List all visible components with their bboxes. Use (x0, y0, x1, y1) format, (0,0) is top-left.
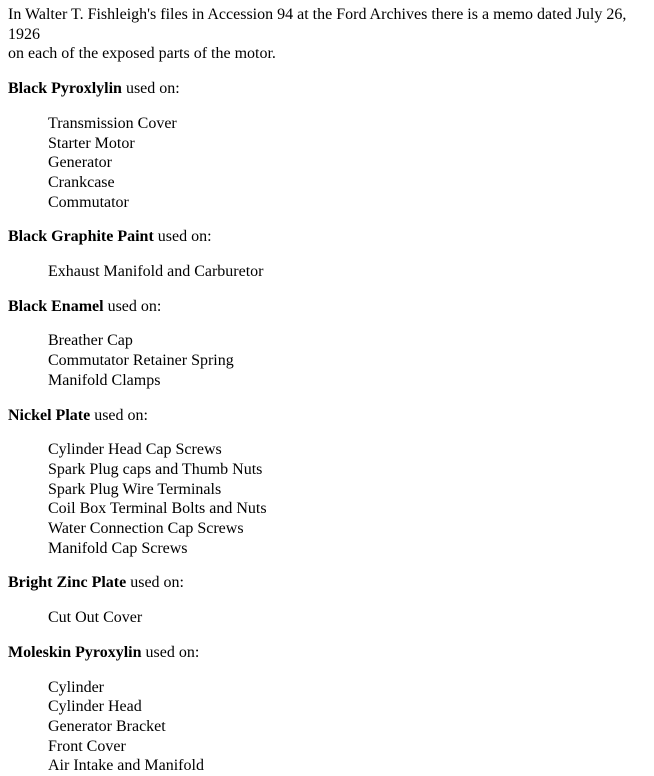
list-item: Cut Out Cover (48, 609, 143, 627)
list-item: Exhaust Manifold and Carburetor (48, 263, 264, 281)
list-item: Cylinder Head (48, 698, 142, 716)
sections-container (8, 79, 648, 776)
section-heading (8, 227, 648, 247)
list-item: Commutator Retainer Spring (48, 352, 234, 370)
finish-section (8, 297, 648, 391)
section-heading (8, 643, 648, 663)
list-item: Starter Motor (48, 134, 135, 152)
finish-section (8, 573, 648, 627)
part-list (48, 331, 648, 390)
finish-section (8, 643, 648, 776)
part-list (48, 608, 648, 628)
used-on-label: used on: (141, 643, 200, 661)
used-on-label: used on: (121, 80, 180, 98)
part-list (48, 262, 648, 282)
section-title: Black Pyroxlylin (8, 80, 122, 98)
used-on-label: used on: (153, 228, 212, 246)
list-item: Front Cover (48, 737, 126, 755)
list-item: Cylinder Head Cap Screws (48, 441, 222, 459)
list-item: Crankcase (48, 173, 115, 191)
list-item: Coil Box Terminal Bolts and Nuts (48, 500, 267, 518)
part-list (48, 678, 648, 776)
finish-section (8, 79, 648, 212)
list-item: Breather Cap (48, 332, 133, 350)
used-on-label: used on: (126, 574, 184, 592)
section-title: Bright Zinc Plate (8, 574, 127, 592)
intro-line-1: In Walter T. Fishleigh's files in Accession 94 at the Ford Archives there is a memo dated July 26, 1926 (8, 6, 627, 43)
list-item: Transmission Cover (48, 114, 177, 132)
section-heading (8, 79, 648, 99)
used-on-label: used on: (90, 406, 148, 424)
section-title: Moleskin Pyroxylin (8, 643, 142, 661)
list-item: Generator (48, 154, 112, 172)
part-list (48, 440, 648, 558)
list-item: Commutator (48, 193, 129, 211)
used-on-label: used on: (103, 297, 162, 315)
finish-section (8, 227, 648, 281)
section-heading (8, 573, 648, 593)
section-title: Black Graphite Paint (8, 228, 154, 246)
list-item: Cylinder (48, 678, 104, 696)
list-item: Spark Plug caps and Thumb Nuts (48, 460, 263, 478)
section-heading (8, 406, 648, 426)
list-item: Air Intake and Manifold (48, 757, 204, 775)
list-item: Generator Bracket (48, 717, 166, 735)
section-title: Nickel Plate (8, 406, 91, 424)
finish-section (8, 406, 648, 559)
list-item: Spark Plug Wire Terminals (48, 480, 222, 498)
list-item: Manifold Clamps (48, 371, 161, 389)
intro-paragraph (8, 5, 648, 64)
section-title: Black Enamel (8, 297, 104, 315)
intro-line-2: on each of the exposed parts of the motor. (8, 45, 276, 63)
section-heading (8, 297, 648, 317)
list-item: Manifold Cap Screws (48, 539, 188, 557)
part-list (48, 114, 648, 213)
list-item: Water Connection Cap Screws (48, 520, 244, 538)
